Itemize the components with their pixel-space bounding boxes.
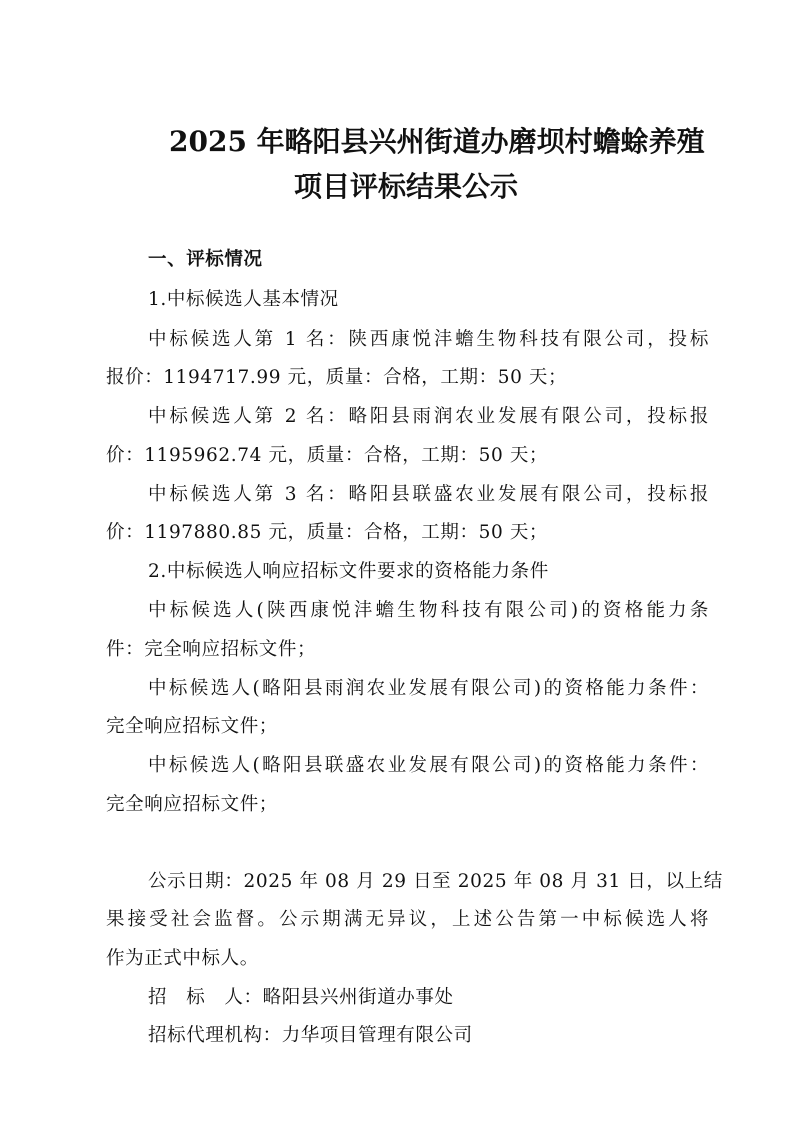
candidate-2-line-2: 价：1195962.74 元，质量：合格，工期：50 天；	[106, 445, 549, 466]
tenderer-value: 略阳县兴州街道办事处	[262, 987, 454, 1008]
qualification-3-line-1: 中标候选人(略阳县联盛农业发展有限公司)的资格能力条件：	[148, 755, 709, 776]
subheading-candidate-info: 1.中标候选人基本情况	[148, 289, 339, 310]
candidate-3-line-1: 中标候选人第 3 名：略阳县联盛农业发展有限公司，投标报	[148, 484, 709, 505]
candidate-3-line-2: 价：1197880.85 元，质量：合格，工期：50 天；	[106, 522, 549, 543]
candidate-2-line-1: 中标候选人第 2 名：略阳县雨润农业发展有限公司，投标报	[148, 406, 709, 427]
qualification-2-line-1: 中标候选人(略阳县雨润农业发展有限公司)的资格能力条件：	[148, 678, 709, 699]
agency-row	[0, 1023, 793, 1049]
agency-value: 力华项目管理有限公司	[281, 1025, 473, 1046]
notice-line-2: 果接受社会监督。公示期满无异议，上述公告第一中标候选人将	[106, 909, 709, 930]
document-title-line-2: 项目评标结果公示	[294, 170, 519, 203]
section-heading-evaluation: 一、评标情况	[148, 249, 263, 270]
agency-label: 招标代理机构：	[148, 1025, 282, 1046]
candidate-1-line-2: 报价：1194717.99 元，质量：合格，工期：50 天；	[106, 367, 568, 388]
tenderer-label: 招 标 人：	[148, 987, 263, 1008]
document-title-line-1: 2025 年略阳县兴州街道办磨坝村蟾蜍养殖	[169, 125, 705, 158]
qualification-1-line-1: 中标候选人(陕西康悦沣蟾生物科技有限公司)的资格能力条	[148, 600, 709, 621]
qualification-2-line-2: 完全响应招标文件；	[106, 716, 278, 737]
tenderer-row	[0, 985, 793, 1011]
subheading-qualification: 2.中标候选人响应招标文件要求的资格能力条件	[148, 561, 549, 582]
candidate-1-line-1: 中标候选人第 1 名：陕西康悦沣蟾生物科技有限公司，投标	[148, 329, 709, 350]
qualification-1-line-2: 件：完全响应招标文件；	[106, 639, 317, 660]
notice-line-3: 作为正式中标人。	[106, 948, 259, 969]
qualification-3-line-2: 完全响应招标文件；	[106, 794, 278, 815]
notice-line-1: 公示日期：2025 年 08 月 29 日至 2025 年 08 月 31 日，以上结	[148, 871, 723, 892]
